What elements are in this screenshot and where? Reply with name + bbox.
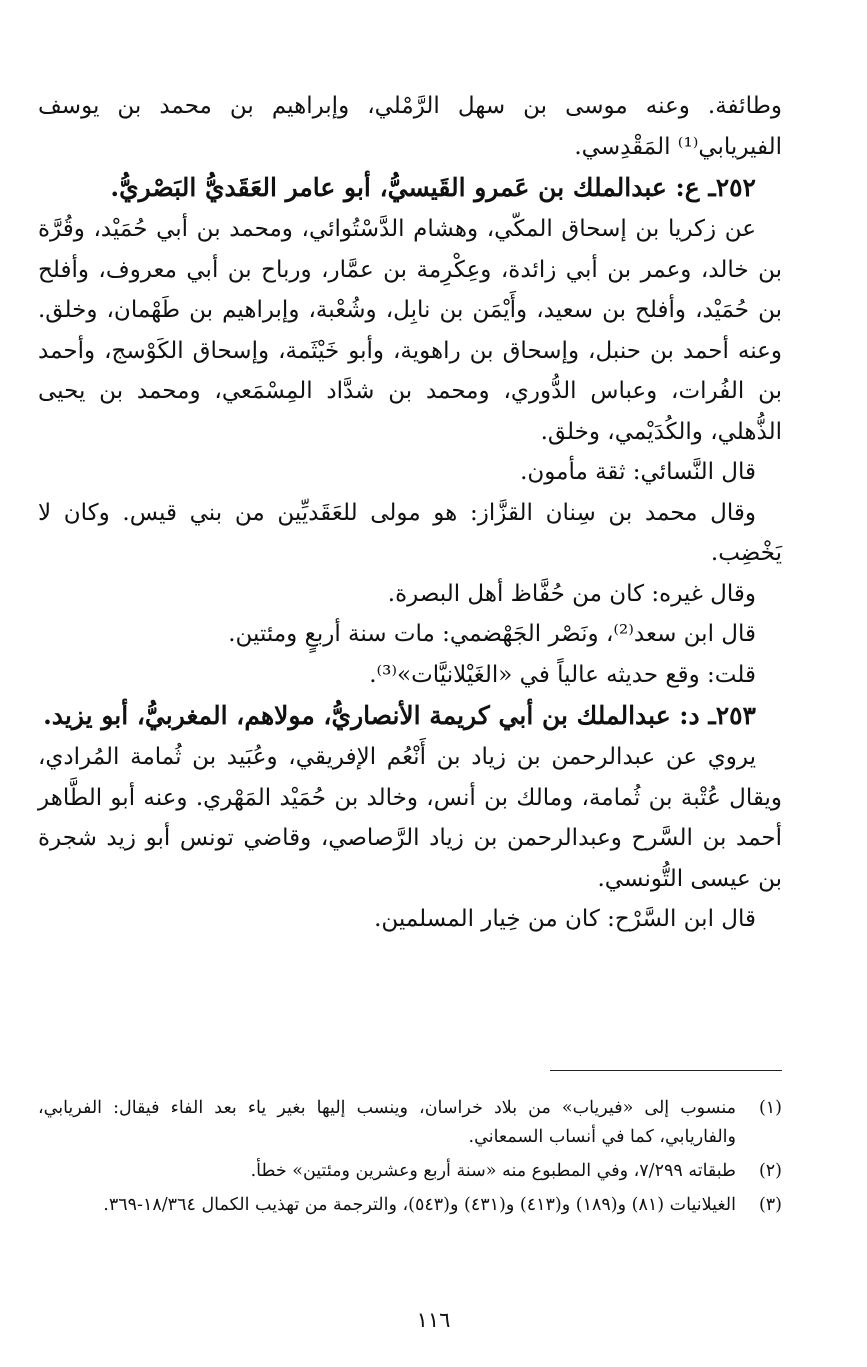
entry-252-nasai: قال النَّسائي: ثقة مأمون. [520,459,756,485]
footnote-text: الغيلانيات (٨١) و(١٨٩) و(٤١٣) و(٤٣١) و(٥٤٣)، والترجمة من تهذيب الكمال ١٨/٣٦٤-٣٦٩. [103,1195,736,1215]
entry-252-heading: ٢٥٢ـ ع: عبدالملك بن عَمرو القَيسيُّ، أبو عامر العَقَديُّ البَصْريُّ. [110,173,756,202]
entry-252-qultu: قلت: وقع حديثه عالياً في «الغَيْلانيَّات»⁽³⁾. [369,661,756,688]
footnote-divider [550,1070,782,1071]
footnote-number: (٢) [758,1161,782,1181]
entry-253-narrators: يروي عن عبدالرحمن بن زياد بن أَنْعُم الإفريقي، وعُبَيد بن ثُمامة المُرادي، ويقال عُتْبة بن ثُمامة، ومالك بن أنس، وخالد بن حُمَيْد المَهْري. وعنه أبو الطَّاهر أحمد بن السَّرح وعبدالرحمن بن زياد الرَّصاصي، وقاضي تونس أبو زيد شجرة بن عيسى التُّونسي. [38,744,782,892]
footnotes [38,1094,782,1225]
footnote-text: منسوب إلى «فيرياب» من بلاد خراسان، وينسب إليها بغير ياء بعد الفاء فيقال: الفريابي، والفاريابي، كما في أنساب السمعاني. [38,1098,736,1147]
entry-252-ghayruh: وقال غيره: كان من حُفَّاظ أهل البصرة. [387,580,756,607]
footnote-2 [38,1157,782,1186]
footnote-number: (٣) [758,1195,782,1215]
footnote-1 [38,1094,782,1152]
entry-252-ibn-saad: قال ابن سعد⁽²⁾، ونَصْر الجَهْضمي: مات سنة أربعٍ ومئتين. [228,621,756,647]
entry-253-heading: ٢٥٣ـ د: عبدالملك بن أبي كريمة الأنصاريُّ، مولاهم، المغربيُّ، أبو يزيد. [43,701,756,730]
paragraph-continuation: وطائفة. وعنه موسى بن سهل الرَّمْلي، وإبراهيم بن محمد بن يوسف الفيريابي⁽¹⁾ المَقْدِسي. [38,93,782,160]
footnote-3 [38,1191,782,1220]
entry-252-narrators: عن زكريا بن إسحاق المكّي، وهشام الدَّسْتُوائي، ومحمد بن أبي حُمَيْد، وقُرَّة بن خالد، وعمر بن أبي زائدة، وعِكْرِمة بن عمَّار، ورباح بن أبي معروف، وأفلح بن حُمَيْد، وأفلح بن سعيد، وأَيْمَن بن نابِل، وشُعْبة، وإبراهيم بن طَهْمان، وخلق. وعنه أحمد بن حنبل، وإسحاق بن راهوية، وأبو خَيْثَمة، وإسحاق الكَوْسج، وأحمد بن الفُرات، وعباس الدُّوري، ومحمد بن شدَّاد المِسْمَعي، ومحمد بن يحيى الذُّهلي، والكُدَيْمي، وخلق. [38,216,782,445]
entry-253-ibn-sarh: قال ابن السَّرْح: كان من خِيار المسلمين. [374,906,756,932]
footnote-text: طبقاته ٧/٢٩٩، وفي المطبوع منه «سنة أربع وعشرين ومئتين» خطأ. [250,1161,736,1181]
page-number: ١١٦ [416,1308,451,1332]
entry-252-qazzaz: وقال محمد بن سِنان القزَّاز: هو مولى للعَقَديِّين من بني قيس. وكان لا يَخْضِب. [38,499,782,566]
footnote-number: (١) [758,1098,782,1118]
page-body [38,86,782,940]
